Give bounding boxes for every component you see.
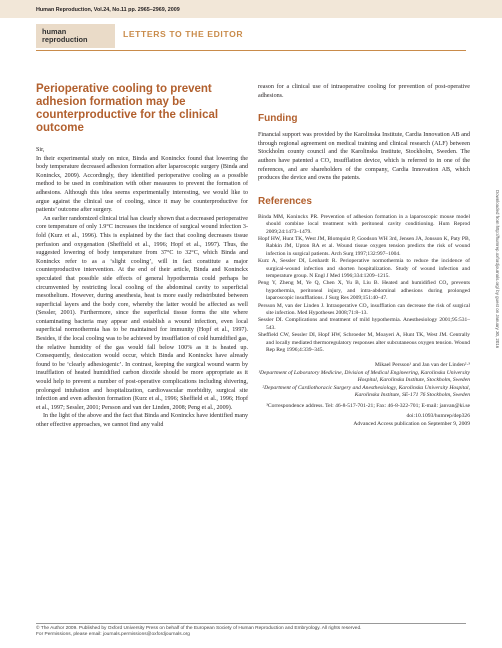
section-tag: LETTERS TO THE EDITOR [123, 29, 244, 39]
download-side-note-text: Downloaded from http://humrep.oxfordjournals.org/ by guest on January 30, 2016 [495, 190, 500, 349]
correspondence-address: ³Correspondence address. Tel: 46-8-517-701-21; Fax: 46-8-322-701; E-mail: janvan@ki.se [266, 402, 470, 409]
download-side-note [494, 190, 502, 440]
permissions-line: For Permissions, please email: journals.permissions@oxfordjournals.org [36, 632, 190, 637]
salutation: Sir, [36, 147, 45, 153]
funding-text: Financial support was provided by the Karolinska Institute, Cardia Innovation AB and through regional agreement on medical training and clinical research (ALF) between Stockholm county council and the Karolinska Institute, Stockholm, Sweden. The authors have patented a CO₂ insufflation device, which is referred to in one of the references, and are shareholders of the company, Cardia Innovation AB, which produces the device and owns the patents. [258, 132, 470, 182]
right-column [258, 83, 470, 428]
doi: doi:10.1093/humrep/dep326 [406, 413, 470, 420]
logo-line-2: reproduction [42, 35, 88, 44]
affiliation-1: ¹Department of Laboratory Medicine, Division of Medical Engineering, Karolinska University Hospital, Karolinska Institute, Stockholm, Sweden [258, 369, 470, 384]
copyright-line: © The Author 2009. Published by Oxford University Press on behalf of the European Society of Human Reproduction and Embryology. All rights reserved. [36, 626, 362, 631]
author-names: Mikael Persson¹ and Jan van der Linden²·³ [374, 362, 470, 369]
reference-list [258, 214, 470, 355]
header-divider [36, 50, 466, 51]
footer [36, 626, 361, 638]
body-paragraph-4: reason for a clinical use of intraoperative cooling for prevention of post-operative adhesions. [258, 84, 470, 99]
reference-item: Binda MM, Koninckx PR. Prevention of adhesion formation in a laparoscopic mouse model should combine local treatment with peritoneal cavity conditioning. Hum Reprod 2009;24:1473–1479. [258, 213, 470, 235]
journal-logo [36, 24, 115, 48]
reference-item: Hopf HW, Hunt TK, West JM, Blomquist P, Goodson WH 3rd, Jensen JA, Jonsson K, Paty PB, Rabkin JM, Upton RA et al. Wound tissue oxygen tension predicts the risk of wound infection in surgical patients. Arch Surg 1997;132:997–1004. [258, 235, 470, 257]
reference-item: Sessler DI. Complications and treatment of mild hypothermia. Anesthesiology 2001;95:531–543. [258, 317, 470, 331]
footer-divider [36, 623, 466, 624]
journal-running-head: Human Reproduction, Vol.24, No.11 pp. 2965–2969, 2009 [36, 7, 180, 13]
reference-item: Sheffield CW, Sessler DI, Hopf HW, Schroeder M, Moayeri A, Hunt TK, West JM. Centrally and locally mediated thermoregulatory responses alter subcutaneous oxygen tension. Wound Rep Reg 1996;4:339–345. [258, 332, 470, 354]
body-paragraph-3: In the light of the above and the fact that Binda and Koninckx have identified many other effective approaches, we cannot find any valid [36, 413, 248, 428]
reference-item: Persson M, van der Linden J. Intraoperative CO₂ insufflation can decrease the risk of surgical site infection. Med Hypotheses 2008;71:8–13. [258, 302, 470, 317]
left-column [36, 146, 248, 430]
body-paragraph-1: In their experimental study on mice, Binda and Koninckx found that lowering the body temperature decreased adhesion formation after laparoscopic surgery (Binda and Koninckx, 2009). Accordingly, they identified perioperative cooling as a possible method to be used in combination with other measures to prevent the formation of adhesions. Although this idea seems experimentally interesting, we would like to argue against the clinical use of cooling, since it may be counterproductive for patients’ outcome after surgery. [36, 155, 248, 214]
body-paragraph-2: An earlier randomized clinical trial has clearly shown that a decreased perioperative core temperature of only 1.9°C increases the incidence of surgical wound infection 3-fold (Kurz et al., 1996). This is explained by the fact that cooling decreases tissue perfusion and oxygenation (Sheffield et al., 1996; Hopf et al., 1997). Thus, the suggested lowering of body temperature from 37°C to 32°C, which Binda and Koninckx refer to as a ‘slight cooling’, will in fact constitute a major counterproductive intervention. At the end of their article, Binda and Koninckx speculated that possible side effects of general hypothermia could perhaps be circumvented by restricting local cooling of the abdominal cavity to superficial mesothelium. However, during anesthesia, heat is more easily redistributed between superficial layers and the body core, whereby the latter would be affected as well (Sessler, 2001). Furthermore, since the superficial tissue forms the site where contaminating bacteria may appear and establish a wound infection, even local superficial normothermia has to be maintained for immunity (Hopf et al., 1997). Besides, if the local cooling was to be achieved by insufflation of cold humidified gas, the relative humidity of the gas would fall below 100% as it is heated up. Consequently, desiccation would occur, which Binda and Koninckx have already found to be ‘clearly adhesiogenic’. In contrast, keeping the surgical wound warm by insufflation of heated humidified carbon dioxide should be more appropriate as it would help to prevent a number of post-operative complications including shivering, prolonged intubation and hospitalization, cardiovascular morbidity, surgical site infection and even adhesion formation (Kurz et al., 1996; Sheffield et al., 1996; Hopf et al., 1997; Sessler, 2001; Persson and van der Linden, 2008; Peng et al., 2009). [36, 215, 248, 411]
funding-heading: Funding [258, 113, 298, 125]
reference-item: Kurz A, Sessler DI, Lenhardt R. Perioperative normothermia to reduce the incidence of surgical-wound infection and shorten hospitalization. Study of wound infection and temperature group. N Engl J Med 1996;334:1209–1215. [258, 258, 470, 279]
affiliation-2: ²Department of Cardiothoracic Surgery and Anesthesiology, Karolinska University Hospital, Karolinska Institute, SE-171 76 Stockholm, Sweden [262, 384, 470, 399]
advance-access: Advanced Access publication on September 9, 2009 [353, 420, 470, 427]
references-heading: References [258, 195, 312, 207]
article-title: Perioperative cooling to prevent adhesion formation may be counterproductive for the clinical outcome [36, 83, 219, 134]
logo-line-1: human [42, 27, 67, 36]
reference-item: Peng Y, Zheng M, Ye Q, Chen X, Yu B, Liu B. Heated and humidified CO₂ prevents hypothermia, peritoneal injury, and intra-abdominal adhesions during prolonged laparoscopic insufflations. J Surg Res 2009;151:40–47. [258, 280, 470, 302]
